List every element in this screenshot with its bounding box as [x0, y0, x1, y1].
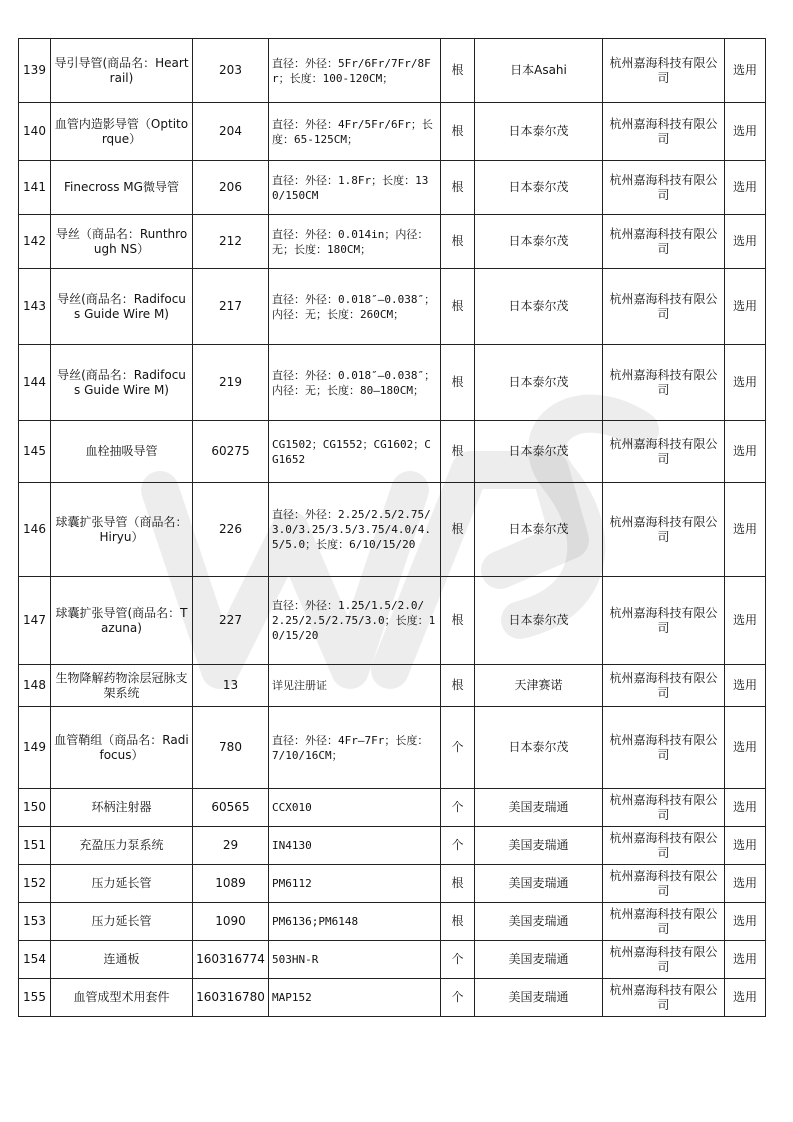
product-table — [18, 38, 766, 1017]
manufacturer-cell: 美国麦瑞通 — [475, 941, 603, 979]
table-row — [19, 665, 766, 707]
unit-cell: 根 — [441, 215, 475, 269]
table-row — [19, 941, 766, 979]
product-spec-cell: 直径：外径：0.018″—0.038″；内径：无；长度：260CM； — [269, 269, 441, 345]
product-name-cell: 导丝（商品名：Runthrough NS） — [51, 215, 193, 269]
table-row — [19, 827, 766, 865]
usage-type-cell: 选用 — [725, 161, 766, 215]
product-name-cell: Finecross MG微导管 — [51, 161, 193, 215]
product-spec-cell: PM6136;PM6148 — [269, 903, 441, 941]
unit-cell: 个 — [441, 979, 475, 1017]
manufacturer-cell: 日本泰尔茂 — [475, 421, 603, 483]
unit-cell: 根 — [441, 39, 475, 103]
row-number-cell: 143 — [19, 269, 51, 345]
unit-cell: 根 — [441, 865, 475, 903]
distributor-cell: 杭州嘉海科技有限公司 — [603, 483, 725, 577]
row-number-cell: 155 — [19, 979, 51, 1017]
product-code-cell: 780 — [193, 707, 269, 789]
product-code-cell: 226 — [193, 483, 269, 577]
manufacturer-cell: 日本Asahi — [475, 39, 603, 103]
distributor-cell: 杭州嘉海科技有限公司 — [603, 103, 725, 161]
product-name-cell: 压力延长管 — [51, 865, 193, 903]
usage-type-cell: 选用 — [725, 903, 766, 941]
manufacturer-cell: 日本泰尔茂 — [475, 103, 603, 161]
unit-cell: 根 — [441, 161, 475, 215]
distributor-cell: 杭州嘉海科技有限公司 — [603, 345, 725, 421]
row-number-cell: 139 — [19, 39, 51, 103]
product-spec-cell: 直径：外径：4Fr/5Fr/6Fr；长度：65-125CM； — [269, 103, 441, 161]
manufacturer-cell: 美国麦瑞通 — [475, 827, 603, 865]
product-spec-cell: CG1502；CG1552；CG1602；CG1652 — [269, 421, 441, 483]
product-spec-cell: 直径：外径：0.014in；内径：无；长度：180CM； — [269, 215, 441, 269]
usage-type-cell: 选用 — [725, 103, 766, 161]
manufacturer-cell: 天津赛诺 — [475, 665, 603, 707]
product-code-cell: 160316774 — [193, 941, 269, 979]
row-number-cell: 150 — [19, 789, 51, 827]
product-spec-cell: 直径：外径：0.018″—0.038″；内径：无；长度：80—180CM； — [269, 345, 441, 421]
usage-type-cell: 选用 — [725, 577, 766, 665]
manufacturer-cell: 日本泰尔茂 — [475, 161, 603, 215]
product-name-cell: 连通板 — [51, 941, 193, 979]
manufacturer-cell: 日本泰尔茂 — [475, 215, 603, 269]
unit-cell: 根 — [441, 103, 475, 161]
usage-type-cell: 选用 — [725, 941, 766, 979]
manufacturer-cell: 美国麦瑞通 — [475, 903, 603, 941]
usage-type-cell: 选用 — [725, 707, 766, 789]
table-row — [19, 577, 766, 665]
product-spec-cell: 直径：外径：1.8Fr；长度：130/150CM — [269, 161, 441, 215]
product-spec-cell: 直径：外径：5Fr/6Fr/7Fr/8Fr；长度：100-120CM； — [269, 39, 441, 103]
table-row — [19, 39, 766, 103]
table-row — [19, 903, 766, 941]
product-code-cell: 203 — [193, 39, 269, 103]
distributor-cell: 杭州嘉海科技有限公司 — [603, 577, 725, 665]
row-number-cell: 141 — [19, 161, 51, 215]
manufacturer-cell: 日本泰尔茂 — [475, 269, 603, 345]
product-name-cell: 血管内造影导管（Optitorque） — [51, 103, 193, 161]
unit-cell: 个 — [441, 827, 475, 865]
product-code-cell: 13 — [193, 665, 269, 707]
unit-cell: 根 — [441, 421, 475, 483]
usage-type-cell: 选用 — [725, 865, 766, 903]
row-number-cell: 151 — [19, 827, 51, 865]
manufacturer-cell: 美国麦瑞通 — [475, 865, 603, 903]
product-code-cell: 212 — [193, 215, 269, 269]
manufacturer-cell: 日本泰尔茂 — [475, 483, 603, 577]
product-name-cell: 血栓抽吸导管 — [51, 421, 193, 483]
table-row — [19, 215, 766, 269]
distributor-cell: 杭州嘉海科技有限公司 — [603, 979, 725, 1017]
product-code-cell: 60565 — [193, 789, 269, 827]
table-row — [19, 103, 766, 161]
distributor-cell: 杭州嘉海科技有限公司 — [603, 269, 725, 345]
distributor-cell: 杭州嘉海科技有限公司 — [603, 903, 725, 941]
usage-type-cell: 选用 — [725, 979, 766, 1017]
table-row — [19, 789, 766, 827]
product-name-cell: 导引导管(商品名：Heartrail) — [51, 39, 193, 103]
manufacturer-cell: 日本泰尔茂 — [475, 577, 603, 665]
distributor-cell: 杭州嘉海科技有限公司 — [603, 865, 725, 903]
product-name-cell: 血管鞘组（商品名：Radifocus） — [51, 707, 193, 789]
usage-type-cell: 选用 — [725, 345, 766, 421]
product-spec-cell: 详见注册证 — [269, 665, 441, 707]
unit-cell: 个 — [441, 789, 475, 827]
product-spec-cell: 直径：外径：1.25/1.5/2.0/2.25/2.5/2.75/3.0；长度：10/15/20 — [269, 577, 441, 665]
distributor-cell: 杭州嘉海科技有限公司 — [603, 707, 725, 789]
product-name-cell: 压力延长管 — [51, 903, 193, 941]
table-body — [19, 39, 766, 1017]
product-code-cell: 204 — [193, 103, 269, 161]
table-row — [19, 979, 766, 1017]
usage-type-cell: 选用 — [725, 421, 766, 483]
table-row — [19, 161, 766, 215]
manufacturer-cell: 美国麦瑞通 — [475, 789, 603, 827]
row-number-cell: 145 — [19, 421, 51, 483]
product-name-cell: 球囊扩张导管（商品名：Hiryu） — [51, 483, 193, 577]
table-row — [19, 269, 766, 345]
distributor-cell: 杭州嘉海科技有限公司 — [603, 941, 725, 979]
product-name-cell: 充盈压力泵系统 — [51, 827, 193, 865]
table-row — [19, 345, 766, 421]
product-code-cell: 227 — [193, 577, 269, 665]
distributor-cell: 杭州嘉海科技有限公司 — [603, 665, 725, 707]
product-spec-cell: IN4130 — [269, 827, 441, 865]
row-number-cell: 154 — [19, 941, 51, 979]
product-name-cell: 血管成型术用套件 — [51, 979, 193, 1017]
manufacturer-cell: 日本泰尔茂 — [475, 707, 603, 789]
usage-type-cell: 选用 — [725, 39, 766, 103]
product-name-cell: 导丝(商品名：Radifocus Guide Wire M) — [51, 269, 193, 345]
usage-type-cell: 选用 — [725, 269, 766, 345]
product-code-cell: 29 — [193, 827, 269, 865]
usage-type-cell: 选用 — [725, 789, 766, 827]
usage-type-cell: 选用 — [725, 215, 766, 269]
product-code-cell: 160316780 — [193, 979, 269, 1017]
product-spec-cell: CCX010 — [269, 789, 441, 827]
distributor-cell: 杭州嘉海科技有限公司 — [603, 421, 725, 483]
unit-cell: 个 — [441, 707, 475, 789]
row-number-cell: 140 — [19, 103, 51, 161]
unit-cell: 根 — [441, 345, 475, 421]
product-code-cell: 219 — [193, 345, 269, 421]
manufacturer-cell: 日本泰尔茂 — [475, 345, 603, 421]
distributor-cell: 杭州嘉海科技有限公司 — [603, 215, 725, 269]
product-code-cell: 1089 — [193, 865, 269, 903]
table-row — [19, 865, 766, 903]
row-number-cell: 148 — [19, 665, 51, 707]
table-row — [19, 421, 766, 483]
product-name-cell: 环柄注射器 — [51, 789, 193, 827]
unit-cell: 个 — [441, 941, 475, 979]
distributor-cell: 杭州嘉海科技有限公司 — [603, 161, 725, 215]
usage-type-cell: 选用 — [725, 827, 766, 865]
product-name-cell: 球囊扩张导管(商品名：Tazuna) — [51, 577, 193, 665]
distributor-cell: 杭州嘉海科技有限公司 — [603, 827, 725, 865]
table-row — [19, 483, 766, 577]
unit-cell: 根 — [441, 903, 475, 941]
product-code-cell: 217 — [193, 269, 269, 345]
usage-type-cell: 选用 — [725, 483, 766, 577]
row-number-cell: 142 — [19, 215, 51, 269]
manufacturer-cell: 美国麦瑞通 — [475, 979, 603, 1017]
product-spec-cell: 直径：外径：2.25/2.5/2.75/3.0/3.25/3.5/3.75/4.0/4.5/5.0；长度：6/10/15/20 — [269, 483, 441, 577]
product-code-cell: 60275 — [193, 421, 269, 483]
product-code-cell: 206 — [193, 161, 269, 215]
row-number-cell: 149 — [19, 707, 51, 789]
usage-type-cell: 选用 — [725, 665, 766, 707]
unit-cell: 根 — [441, 269, 475, 345]
unit-cell: 根 — [441, 665, 475, 707]
product-spec-cell: PM6112 — [269, 865, 441, 903]
distributor-cell: 杭州嘉海科技有限公司 — [603, 39, 725, 103]
product-spec-cell: 直径：外径：4Fr—7Fr；长度：7/10/16CM； — [269, 707, 441, 789]
unit-cell: 根 — [441, 577, 475, 665]
row-number-cell: 144 — [19, 345, 51, 421]
product-code-cell: 1090 — [193, 903, 269, 941]
product-name-cell: 生物降解药物涂层冠脉支架系统 — [51, 665, 193, 707]
row-number-cell: 147 — [19, 577, 51, 665]
row-number-cell: 152 — [19, 865, 51, 903]
distributor-cell: 杭州嘉海科技有限公司 — [603, 789, 725, 827]
product-spec-cell: 503HN-R — [269, 941, 441, 979]
table-row — [19, 707, 766, 789]
row-number-cell: 153 — [19, 903, 51, 941]
row-number-cell: 146 — [19, 483, 51, 577]
unit-cell: 根 — [441, 483, 475, 577]
product-name-cell: 导丝(商品名：Radifocus Guide Wire M) — [51, 345, 193, 421]
product-spec-cell: MAP152 — [269, 979, 441, 1017]
